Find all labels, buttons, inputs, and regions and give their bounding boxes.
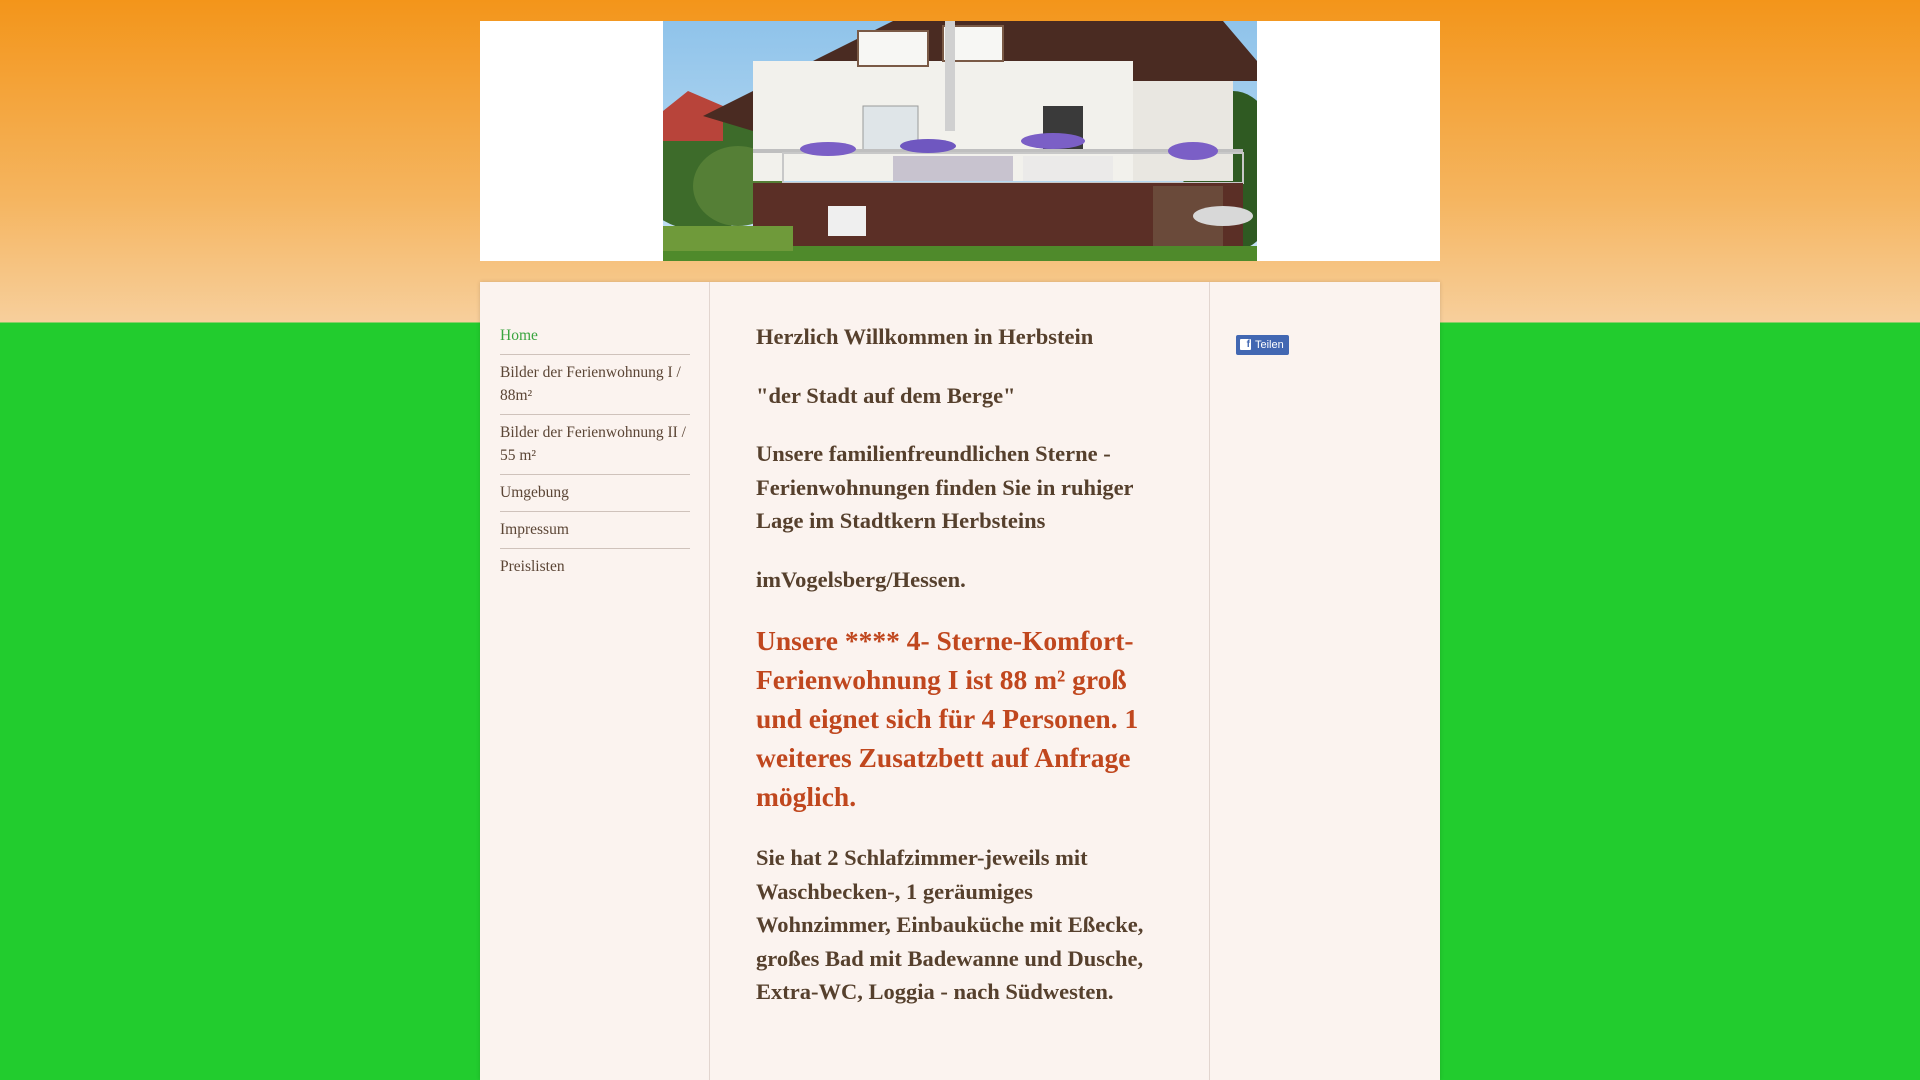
apartment-highlight-text: Unsere **** 4- Sterne-Komfort- Ferienwohnung I ist 88 m² groß und eignet sich für 4 Personen. 1 weiteres Zusatzbett auf Anfrage möglich. bbox=[756, 625, 1139, 812]
apartment-description-text: Sie hat 2 Schlafzimmer-jeweils mit Waschbecken-, 1 geräumiges Wohnzimmer, Einbauküche mit Eßecke, großes Bad mit Badewanne und Dusche, Extra-WC, Loggia - nach Südwesten. bbox=[756, 845, 1144, 1004]
sidebar-navigation bbox=[480, 282, 710, 1080]
main-content bbox=[710, 282, 1210, 1080]
content-container bbox=[480, 282, 1440, 1080]
facebook-icon: f bbox=[1240, 339, 1251, 350]
share-button-label: Teilen bbox=[1255, 338, 1284, 351]
nav-item-bilder-ferienwohnung-2[interactable]: Bilder der Ferienwohnung II / 55 m² bbox=[500, 415, 690, 475]
nav-item-home[interactable]: Home bbox=[500, 318, 690, 355]
nav-item-preislisten[interactable]: Preislisten bbox=[500, 558, 565, 575]
location-text: imVogelsberg/Hessen. bbox=[756, 566, 966, 592]
header-banner bbox=[480, 21, 1440, 261]
welcome-subheading: "der Stadt auf dem Berge" bbox=[756, 382, 1016, 408]
intro-text: Unsere familienfreundlichen Sterne - Ferienwohnungen finden Sie in ruhiger Lage im Stadtkern Herbsteins bbox=[756, 441, 1134, 533]
facebook-share-button[interactable] bbox=[1236, 335, 1289, 355]
nav-item-umgebung[interactable]: Umgebung bbox=[500, 475, 690, 512]
nav-item-impressum[interactable]: Impressum bbox=[500, 512, 690, 549]
nav-item-bilder-ferienwohnung-1[interactable]: Bilder der Ferienwohnung I / 88m² bbox=[500, 355, 690, 415]
right-sidebar bbox=[1211, 282, 1440, 1080]
header-house-photo bbox=[663, 21, 1257, 261]
welcome-heading: Herzlich Willkommen in Herbstein bbox=[756, 324, 1094, 349]
